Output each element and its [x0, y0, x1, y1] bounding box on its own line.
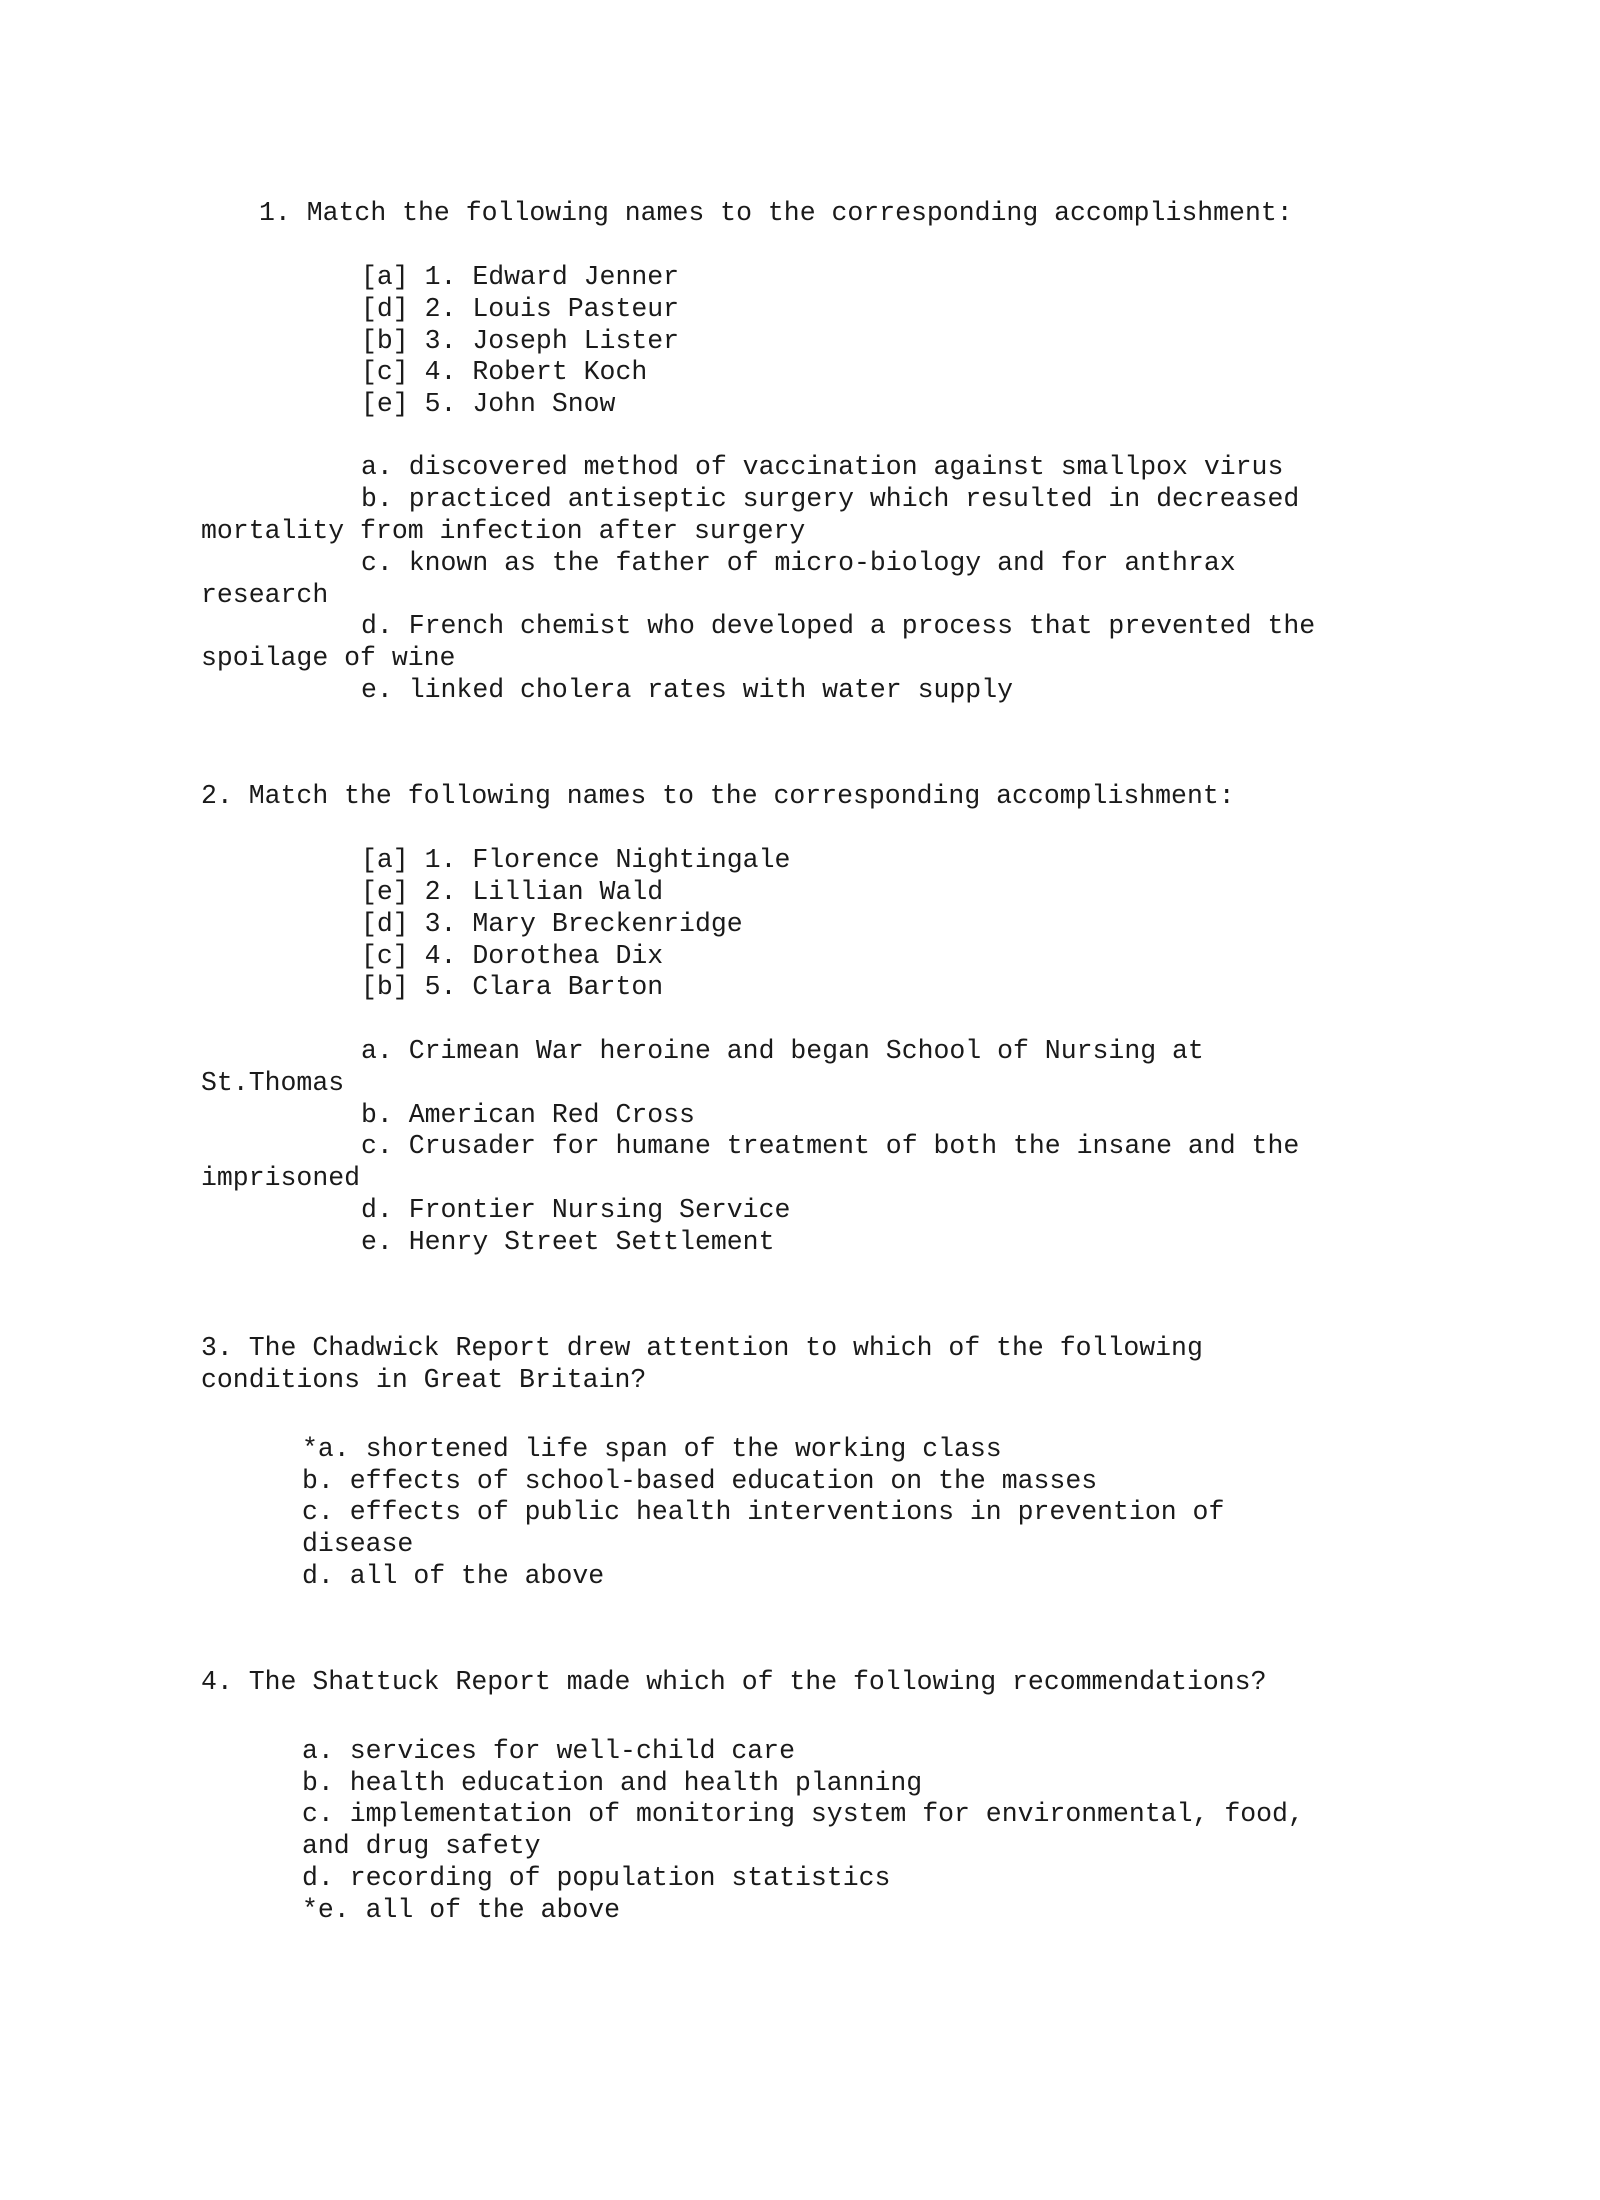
q1-pair-1: [a] 1. Edward Jenner	[361, 262, 680, 292]
question-2-stem: 2. Match the following names to the corresponding accomplishment:	[201, 781, 1235, 811]
question-3-stem-continued: conditions in Great Britain?	[201, 1365, 647, 1395]
q2-option-c: c. Crusader for humane treatment of both the insane and the	[361, 1131, 1300, 1161]
q1-option-c-continued: research	[201, 580, 329, 610]
q4-option-b: b. health education and health planning	[302, 1768, 923, 1798]
q3-option-c: c. effects of public health interventions in prevention of	[302, 1497, 1225, 1527]
q3-option-c-continued: disease	[302, 1529, 414, 1559]
q2-option-b: b. American Red Cross	[361, 1100, 695, 1130]
q1-pair-4: [c] 4. Robert Koch	[361, 357, 648, 387]
q2-pair-2: [e] 2. Lillian Wald	[361, 877, 664, 907]
q1-option-e: e. linked cholera rates with water supply	[361, 675, 1014, 705]
q2-pair-1: [a] 1. Florence Nightingale	[361, 845, 791, 875]
q1-option-d-continued: spoilage of wine	[201, 643, 456, 673]
q2-option-c-continued: imprisoned	[201, 1163, 361, 1193]
q1-option-d: d. French chemist who developed a process that prevented the	[361, 611, 1316, 641]
q1-option-c: c. known as the father of micro-biology and for anthrax	[361, 548, 1236, 578]
q3-option-a-correct: *a. shortened life span of the working class	[302, 1434, 1002, 1464]
q1-option-b-continued: mortality from infection after surgery	[201, 516, 806, 546]
q1-pair-2: [d] 2. Louis Pasteur	[361, 294, 680, 324]
q2-option-d: d. Frontier Nursing Service	[361, 1195, 791, 1225]
q1-option-b: b. practiced antiseptic surgery which resulted in decreased	[361, 484, 1300, 514]
q2-pair-4: [c] 4. Dorothea Dix	[361, 941, 664, 971]
question-4-stem: 4. The Shattuck Report made which of the following recommendations?	[201, 1667, 1267, 1697]
q1-option-a: a. discovered method of vaccination against smallpox virus	[361, 452, 1284, 482]
q2-option-a-continued: St.Thomas	[201, 1068, 345, 1098]
q4-option-c: c. implementation of monitoring system for environmental, food,	[302, 1799, 1304, 1829]
q2-option-a: a. Crimean War heroine and began School of Nursing at	[361, 1036, 1204, 1066]
q4-option-c-continued: and drug safety	[302, 1831, 541, 1861]
q4-option-a: a. services for well-child care	[302, 1736, 795, 1766]
q1-pair-5: [e] 5. John Snow	[361, 389, 616, 419]
q3-option-b: b. effects of school-based education on the masses	[302, 1466, 1098, 1496]
q3-option-d: d. all of the above	[302, 1561, 605, 1591]
q2-pair-3: [d] 3. Mary Breckenridge	[361, 909, 743, 939]
q1-pair-3: [b] 3. Joseph Lister	[361, 326, 680, 356]
q4-option-e-correct: *e. all of the above	[302, 1895, 621, 1925]
q2-pair-5: [b] 5. Clara Barton	[361, 972, 664, 1002]
question-3-stem: 3. The Chadwick Report drew attention to which of the following	[201, 1333, 1203, 1363]
q4-option-d: d. recording of population statistics	[302, 1863, 891, 1893]
q2-option-e: e. Henry Street Settlement	[361, 1227, 775, 1257]
question-1-stem: 1. Match the following names to the corresponding accomplishment:	[259, 198, 1293, 228]
